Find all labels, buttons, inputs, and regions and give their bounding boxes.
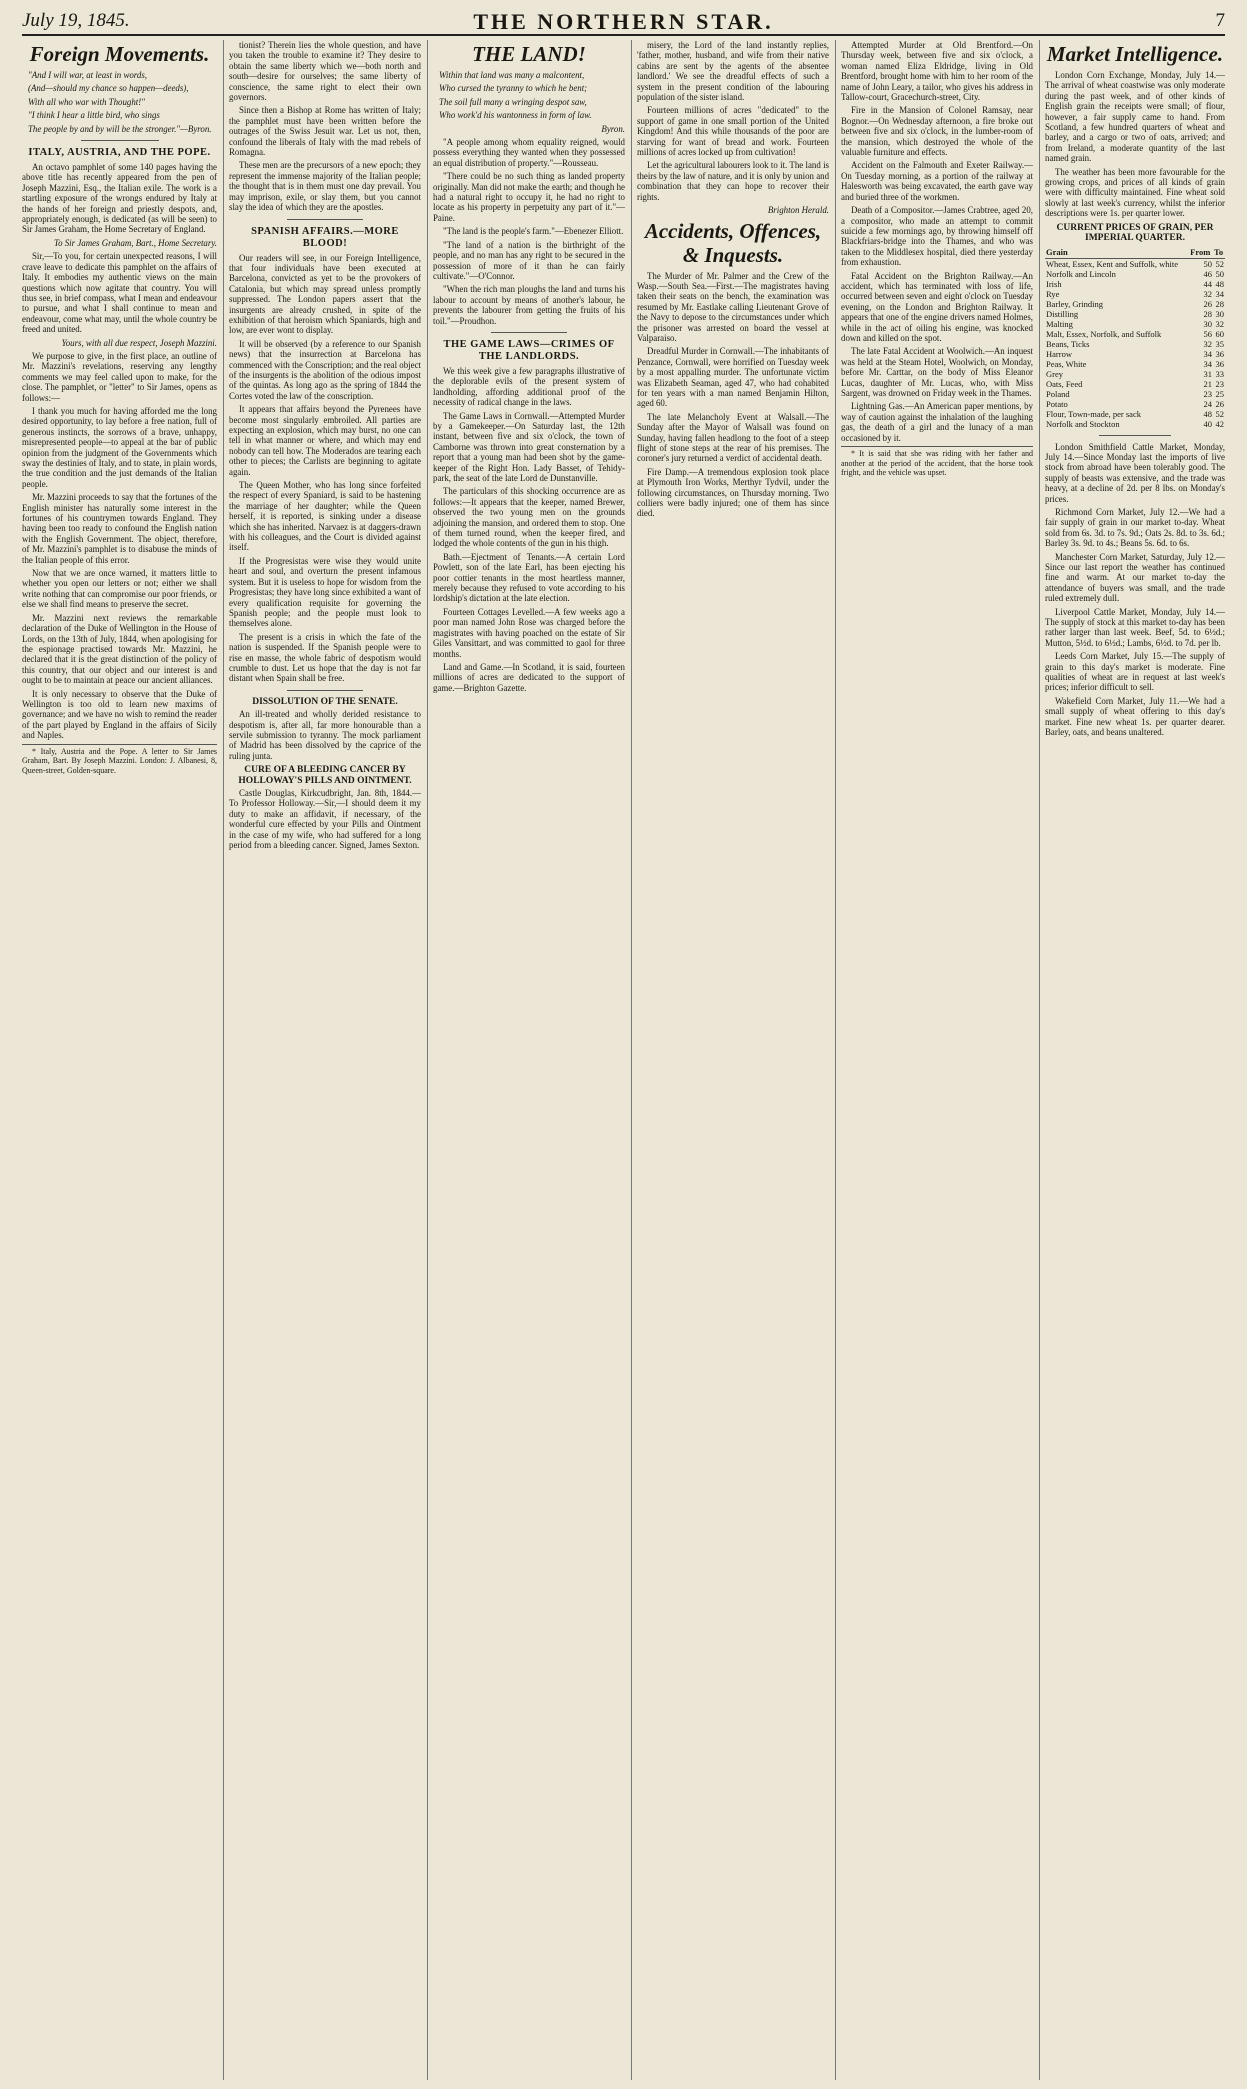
paragraph: Fatal Accident on the Brighton Railway.—An accident, which has terminated with loss of life, occurred between seven and eight o'clock on Tuesday evening, on the London and Brighton Railway. It appears that one of the engine drivers named Holmes, while in the act of oiling his engine, was knocked down and killed on the spot.	[841, 270, 1033, 343]
paragraph: If the Progresistas were wise they would unite heart and soul, and overturn the present infamous system. But it is useless to hope for wisdom from the Progresistas; they have long since exhibited a want of every qualification requisite for governing the Spanish people; and the people must look to themselves alone.	[229, 555, 421, 629]
paragraph: Accident on the Falmouth and Exeter Railway.—On Tuesday morning, as a portion of the railway at Halesworth was being excavated, the earth gave way and buried three of the workmen.	[841, 160, 1033, 202]
paragraph: Fire in the Mansion of Colonel Ramsay, near Bognor.—On Wednesday afternoon, a fire broke out between five and six o'clock, in the lumber-room of the mansion, which destroyed the whole of the valuable furniture and effects.	[841, 105, 1033, 158]
section-heading: Accidents, Offences, & Inquests.	[644, 218, 822, 267]
paragraph: Sir,—To you, for certain unexpected reasons, I will crave leave to dedicate this pamphlet on the affairs of Italy. It embodies my authentic views on the main questions which now agitate that country. You will thus see, in brief compass, what I mean and endeavour to pursue, and what I shall continue to mean and endeavour, come what may, until the whole country be freed and united.	[22, 251, 217, 335]
paragraph: Dreadful Murder in Cornwall.—The inhabitants of Penzance, Cornwall, were horrified on Tuesday week by a most appalling murder. The unfortunate victim was Elizabeth Seaman, aged 47, who had cohabited for ten years with a man named Benjamin Hilton, aged 60.	[637, 346, 829, 409]
quotation: "A people among whom equality reigned, would possess everything they wanted when they possessed an equal distribution of property."—Rousseau.	[433, 137, 625, 168]
paragraph: Fourteen Cottages Levelled.—A few weeks ago a poor man named John Rose was charged before the magistrates with having poached on the estate of Sir Giles Vansittart, and was committed to gaol for three months.	[433, 606, 625, 659]
column-foreign-movements	[22, 40, 217, 2080]
paragraph: Mr. Mazzini proceeds to say that the fortunes of the English minister has naturally some interest in the fortunes of his countrymen towards England. They having been too ready to confound the English nation with the English Government. The object, therefore, of Mr. Mazzini's pamphlet is to disabuse the minds of the Italian people of this error.	[22, 492, 217, 565]
table-row	[1045, 309, 1225, 319]
column-market-intelligence	[1045, 40, 1225, 2080]
table-row	[1045, 419, 1225, 429]
table-header: To	[1214, 246, 1224, 257]
epigraph-line: "And I will war, at least in words,	[28, 70, 148, 80]
masthead: THE NORTHERN STAR.	[473, 9, 774, 34]
price-value: 30	[1203, 318, 1212, 329]
page-number: 7	[1215, 10, 1225, 31]
paragraph: Richmond Corn Market, July 12.—We had a fair supply of grain in our market to-day. Wheat sold from 6s. 3d. to 7s. 9d.; Oats 2s. 8d. to 3s. 6d.; Barley 3s. 9d. to 4s.; Beans 5s. 6d. to 6s.	[1045, 506, 1225, 549]
price-value: 26	[1215, 398, 1224, 409]
quotation: "The land of a nation is the birthright of the people, and no man has any right to be secured in the possession of more of it than he can fairly cultivate."—O'Connor.	[433, 239, 625, 281]
divider	[1099, 435, 1171, 436]
table-row	[1045, 299, 1225, 309]
price-value: 36	[1215, 358, 1224, 369]
section-heading: Market Intelligence.	[1046, 42, 1224, 66]
price-value: 56	[1203, 328, 1212, 339]
column-accidents	[637, 40, 829, 2080]
table-row	[1045, 409, 1225, 419]
price-value: 32	[1215, 318, 1224, 329]
paragraph: The particulars of this shocking occurrence are as follows:—It appears that the keeper, named Brewer, observed the two young men on the grounds adjoining the mansion, and ordered them to stop. One of them turned round, when the keeper fired, and lodged the whole contents of the gun in his thigh.	[433, 486, 625, 549]
paragraph: Castle Douglas, Kirkcudbright, Jan. 8th, 1844.—To Professor Holloway.—Sir,—I should deem it my duty to make an affidavit, if necessary, of the wonderful cure effected by your Pills and Ointment in the case of my wife, who had suffered for a long period from a bleeding cancer. Signed, James Sexton.	[229, 788, 421, 851]
paragraph: Manchester Corn Market, Saturday, July 12.—Since our last report the weather has continued fine and warm. At our market to-day the attendance of buyers was small, and the trade ruled extremely dull.	[1045, 551, 1225, 604]
paragraph: Land and Game.—In Scotland, it is said, fourteen millions of acres are dedicated to the support of game.—Brighton Gazette.	[433, 661, 625, 693]
table-row	[1045, 319, 1225, 329]
paragraph: Mr. Mazzini next reviews the remarkable declaration of the Duke of Wellington in the House of Lords, on the 13th of July, 1844, when apologising for the espionage practised towards Mr. Mazzini, he declared that it is the great distinction of the policy of this country, that our object and our interest is and ought to be to maintain at peace our ancient alliances.	[22, 612, 217, 686]
table-row	[1045, 399, 1225, 409]
table-row	[1045, 258, 1225, 269]
price-value: 25	[1215, 388, 1224, 399]
price-value: 32	[1203, 338, 1212, 349]
table-row	[1045, 289, 1225, 299]
table-row	[1045, 359, 1225, 369]
grain-name: Harrow	[1046, 348, 1072, 359]
epigraph-line: "I think I hear a little bird, who sings	[28, 110, 160, 121]
grain-name: Distilling	[1046, 308, 1079, 319]
paragraph: The late Fatal Accident at Woolwich.—An inquest was held at the Steam Hotel, Woolwich, on Monday, before Mr. Carttar, on the body of Miss Eleanor Lucas, daughter of Mr. Lucas, who, with Miss Sargent, was drowned on Friday week in the Thames.	[841, 346, 1033, 398]
epigraph-line: (And—should my chance so happen—deeds),	[28, 83, 189, 94]
section-heading: THE LAND!	[472, 42, 586, 66]
paragraph: Fourteen millions of acres "dedicated" to the support of game in one small portion of the United Kingdom! And this while thousands of the poor are starving for want of bread and work. Fourteen millions of acres locked up from cultivation!	[637, 105, 829, 158]
article-title: SPANISH AFFAIRS.—MORE BLOOD!	[251, 225, 399, 249]
epigraph-line: The people by and by will be the stronger."—Byron.	[28, 123, 212, 134]
paragraph: tionist? Therein lies the whole question, and have you taken the trouble to examine it? They desire to obtain the same liberty which we—both north and south—desire for ourselves; the same liberty of conscience, the same right to elect their own governors.	[229, 40, 421, 103]
table-row	[1045, 279, 1225, 289]
paragraph: Now that we are once warned, it matters little to whether you open our letters or not; either we shall write nothing that can compromise our poor friends, or else we shall find means to preserve the secret.	[22, 568, 217, 610]
article-title: ITALY, AUSTRIA, AND THE POPE.	[28, 147, 211, 159]
paragraph: We this week give a few paragraphs illustrative of the deplorable evils of the present system of landholding, affording additional proof of the necessity of radical change in the laws.	[433, 365, 625, 408]
paragraph: Fire Damp.—A tremendous explosion took place at Plymouth Iron Works, Merthyr Tydvil, under the following circumstances, on Thursday morning. Two colliers were badly injured; one of them has since died.	[637, 466, 829, 519]
table-row	[1045, 339, 1225, 349]
paragraph: London Smithfield Cattle Market, Monday, July 14.—Since Monday last the imports of live stock from abroad have been tolerably good. The supply of beasts was extensive, and the trade was heavy, at a decline of 2d. per 8 lbs. on Monday's prices.	[1045, 441, 1225, 504]
table-row	[1045, 349, 1225, 359]
price-value: 31	[1203, 368, 1212, 379]
divider	[491, 332, 568, 333]
price-value: 40	[1203, 418, 1212, 429]
paragraph: Lightning Gas.—An American paper mentions, by way of caution against the inhalation of the laughing gas, the death of a girl and the lunacy of a man occasioned by it.	[841, 401, 1033, 443]
table-row	[1045, 329, 1225, 339]
price-value: 52	[1215, 258, 1224, 269]
grain-name: Wheat, Essex, Kent and Suffolk, white	[1046, 258, 1179, 269]
price-value: 23	[1203, 388, 1212, 399]
grain-name: Beans, Ticks	[1046, 338, 1090, 349]
grain-name: Norfolk and Lincoln	[1046, 268, 1116, 279]
price-value: 28	[1215, 298, 1224, 309]
table-header: From	[1189, 246, 1213, 259]
paragraph: The Game Laws in Cornwall.—Attempted Murder by a Gamekeeper.—On Saturday last, the 12th instant, between five and six o'clock, the town of Camborne was thrown into great consternation by a report that a young man had been shot by the game-keeper of the Right Hon. Lady Basset, of Tehidy-park, the seat of the late Lord de Dunstanville.	[433, 410, 625, 483]
epigraph-line: With all who war with Thought!"	[28, 96, 145, 107]
price-value: 48	[1215, 278, 1224, 289]
paragraph: It will be observed (by a reference to our Spanish news) that the insurrection at Barcelona has commenced with the Conscription; and the real object of the insurgents is the abolition of the odious impost of the quintas. As long ago as the spring of 1844 the Cortes voted the law of the conscription.	[229, 338, 421, 401]
address-line: To Sir James Graham, Bart., Home Secretary.	[53, 237, 217, 248]
paragraph: Since then a Bishop at Rome has written of Italy; the pamphlet must have been written before the outrages of the Swiss Jesuit war. Let us not, then, confound the liberals of Italy with the mad rebels of Romagna.	[229, 105, 421, 158]
paragraph: An ill-treated and wholly derided resistance to despotism is, after all, far more honourable than a servile submission to tyranny. The mock parliament of Madrid has been dissolved by the caprice of the ruling junta.	[229, 709, 421, 761]
paragraph: The weather has been more favourable for the growing crops, and prices of all kinds of grain were with difficulty maintained. Fine wheat sold slowly at last week's currency, whilst the inferior descriptions were 1s. per quarter lower.	[1045, 166, 1225, 219]
table-row	[1045, 379, 1225, 389]
epigraph-line: Who work'd his wantonness in form of law.	[439, 110, 592, 121]
footnote: * Italy, Austria and the Pope. A letter to Sir James Graham, Bart. By Joseph Mazzini. London: J. Albanesi, 8, Queen-street, Golden-square.	[22, 744, 217, 776]
price-value: 34	[1203, 348, 1212, 359]
price-value: 28	[1203, 308, 1212, 319]
paragraph: It appears that affairs beyond the Pyrenees have become most singularly embroiled. All parties are expecting an explosion, which may burst, no one can tell in what manner or where, and which may end nobody can tell how. The Moderados are tearing each other to pieces; the Carlists are beginning to agitate again.	[229, 404, 421, 477]
signature: Brighton Herald.	[767, 205, 829, 216]
column-rule	[835, 40, 836, 2080]
epigraph-line: Who cursed the tyranny to which he bent;	[439, 83, 588, 94]
paragraph: Death of a Compositor.—James Crabtree, aged 20, a compositor, who made an attempt to commit suicide a few mornings ago, by throwing himself off Blackfriars-bridge into the Thames, and who was taken to the Middlesex hospital, died there yesterday from exhaustion.	[841, 205, 1033, 268]
issue-date: July 19, 1845.	[22, 10, 130, 31]
column-rule	[427, 40, 428, 2080]
quotation: "There could be no such thing as landed property originally. Man did not make the earth; and though he had a natural right to occupy it, he had no right to locate as his property in perpetuity any part of it."—Paine.	[433, 171, 625, 223]
grain-name: Barley, Grinding	[1046, 298, 1104, 309]
price-value: 60	[1215, 328, 1224, 339]
article-title: DISSOLUTION OF THE SENATE.	[252, 696, 398, 707]
paragraph: London Corn Exchange, Monday, July 14.—The arrival of wheat coastwise was only moderate during the past week, and of other kinds of English grain the receipts were small; of flour, however, a fair supply came to hand. From Scotland, a few hundred quarters of wheat and barley, and a cargo or two of oats, arrived; and from Ireland, a moderate quantity of the last named grain.	[1045, 70, 1225, 164]
paragraph: Attempted Murder at Old Brentford.—On Thursday week, between five and six o'clock, a woman named Eliza Eldridge, living in Old Brentford, brought home with him to her room of the name of John Leary, a tailor, who gives his address in Tallow-court, Gracechurch-street, City.	[841, 40, 1033, 103]
paragraph: Bath.—Ejectment of Tenants.—A certain Lord Powlett, son of the late Earl, has been ejecting his poor cottier tenants in the most heartless manner, merely because they refused to vote according to his lordship's dictation at the late election.	[433, 551, 625, 604]
paragraph: An octavo pamphlet of some 140 pages having the above title has recently appeared from the pen of Joseph Mazzini, Esq., the Italian exile. The work is a startling exposure of the wrongs endured by Italy at the hands of her foreign and priestly despots, and, appropriately enough, is dedicated (as will be seen) to Sir James Graham, the Home Secretary of England.	[22, 162, 217, 235]
price-value: 50	[1203, 258, 1212, 269]
quotation: "When the rich man ploughs the land and turns his labour to account by means of another's labour, he prevents the labourer from getting the fruits of his toil."—Proudhon.	[433, 284, 625, 326]
paragraph: I thank you much for having afforded me the long desired opportunity, to lay before a free nation, full of generous instincts, the sorrows of a brave, unhappy, misrepresented people—to appeal at the bar of public opinion from the judgment of the Governments which sway the destinies of Italy, and to state, in plain words, the true condition and the just demands of the Italian people.	[22, 405, 217, 489]
grain-name: Peas, White	[1046, 358, 1087, 369]
price-value: 33	[1215, 368, 1224, 379]
column-accidents-continued	[841, 40, 1033, 2080]
grain-name: Irish	[1046, 278, 1062, 289]
price-value: 35	[1215, 338, 1224, 349]
grain-name: Malting	[1046, 318, 1073, 329]
grain-name: Rye	[1046, 288, 1060, 299]
column-rule	[223, 40, 224, 2080]
divider	[81, 140, 159, 141]
price-value: 34	[1203, 358, 1212, 369]
signature: Yours, with all due respect, Joseph Mazzini.	[61, 337, 217, 348]
column-foreign-continued	[229, 40, 421, 2080]
paragraph: misery, the Lord of the land instantly replies, 'father, mother, husband, and wife from their native cabins are sent by the agents of the absentee landlord.' We see the dreadful effects of such a system in the present condition of the labouring population of the sister island.	[637, 40, 829, 103]
price-value: 21	[1203, 378, 1212, 389]
price-value: 50	[1215, 268, 1224, 279]
epigraph-attribution: Byron.	[601, 123, 625, 134]
grain-name: Flour, Town-made, per sack	[1046, 408, 1141, 419]
paragraph: It is only necessary to observe that the Duke of Wellington is too old to learn new maxims of governance; and we have no wish to remind the reader of the part played by England in the affairs of Sicily and Naples.	[22, 688, 217, 741]
grain-name: Poland	[1046, 388, 1070, 399]
divider	[287, 219, 364, 220]
paragraph: Our readers will see, in our Foreign Intelligence, that four individuals have been executed at Barcelona, convicted as yet to be the provokers of Catalonia, but which may spread unless promptly suppressed. The London papers assert that the insurgents are already crushed, in spite of the exhibition of that heroism which Spaniards, high and low, are ever wont to display.	[229, 252, 421, 336]
article-title: CURE OF A BLEEDING CANCER BY HOLLOWAY'S PILLS AND OINTMENT.	[238, 765, 412, 786]
table-header: Grain	[1045, 246, 1189, 259]
footnote: * It is said that she was riding with her father and another at the period of the accident, that the horse took fright, and the vehicle was upset.	[841, 446, 1033, 478]
paragraph: These men are the precursors of a new epoch; they represent the immense majority of the Italian people; the thought that is in them must one day prevail. You may imprison, exile, or slay them, but you cannot slay the idea of which they are the apostles.	[229, 160, 421, 213]
price-value: 26	[1203, 298, 1212, 309]
paragraph: The present is a crisis in which the fate of the nation is suspended. If the Spanish people were to rise en masse, the whole fabric of despotism would crumble to dust. Let us hope that the day is not far distant when Spain shall be free.	[229, 631, 421, 684]
price-value: 32	[1203, 288, 1212, 299]
paragraph: Liverpool Cattle Market, Monday, July 14.—The supply of stock at this market to-day has been rather larger than last week. Beef, 5d. to 6½d.; Mutton, 5½d. to 6½d.; Lambs, 6½d. to 7d. per lb.	[1045, 606, 1225, 648]
epigraph-line: Within that land was many a malcontent,	[439, 70, 585, 80]
grain-name: Malt, Essex, Norfolk, and Suffolk	[1046, 328, 1162, 339]
price-value: 42	[1215, 418, 1224, 429]
price-value: 48	[1203, 408, 1212, 419]
grain-price-table	[1045, 246, 1225, 429]
article-title: THE GAME LAWS—CRIMES OF THE LANDLORDS.	[443, 338, 615, 362]
grain-name: Norfolk and Stockton	[1046, 418, 1120, 429]
section-heading: Foreign Movements.	[29, 42, 210, 66]
paragraph: Let the agricultural labourers look to it. The land is theirs by the law of nature, and it is only by union and combination that they can hope to recover their rights.	[637, 160, 829, 202]
table-row	[1045, 269, 1225, 279]
column-rule	[1039, 40, 1040, 2080]
table-row	[1045, 369, 1225, 379]
column-the-land	[433, 40, 625, 2080]
table-row	[1045, 389, 1225, 399]
page-header	[22, 6, 1225, 36]
divider	[287, 690, 364, 691]
grain-name: Oats, Feed	[1046, 378, 1083, 389]
paragraph: The Queen Mother, who has long since forfeited the respect of every Spaniard, is said to be hastening the marriage of her daughter; while the Queen herself, it is reported, is sinking under a disease which she has inherited. Narvaez is at daggers-drawn with his colleagues, and the Court is divided against itself.	[229, 480, 421, 553]
price-value: 52	[1215, 408, 1224, 419]
price-value: 23	[1215, 378, 1224, 389]
paragraph: Wakefield Corn Market, July 11.—We had a small supply of wheat offering to this day's market. Fine new wheat 1s. per quarter dearer. Barley, oats, and beans unaltered.	[1045, 695, 1225, 738]
price-value: 44	[1203, 278, 1212, 289]
table-title: CURRENT PRICES OF GRAIN, PER IMPERIAL QUARTER.	[1056, 222, 1214, 244]
price-value: 24	[1203, 398, 1212, 409]
paragraph: Leeds Corn Market, July 15.—The supply of grain to this day's market is moderate. Fine qualities of wheat are in request at last week's prices; inferior difficult to sell.	[1045, 651, 1225, 693]
price-value: 46	[1203, 268, 1212, 279]
column-rule	[631, 40, 632, 2080]
grain-name: Potato	[1046, 398, 1068, 409]
grain-name: Grey	[1046, 368, 1063, 379]
price-value: 34	[1215, 288, 1224, 299]
epigraph-line: The soil full many a wringing despot saw,	[439, 96, 587, 107]
paragraph: The Murder of Mr. Palmer and the Crew of the Wasp.—South Sea.—First.—The magistrates having taken their seats on the bench, the examination was resumed by Mr. Eastlake calling Lieutenant Grove of the Navy to depose to the circumstances under which the prisoner was arrested on board the vessel at Valparaiso.	[637, 270, 829, 343]
price-value: 30	[1215, 308, 1224, 319]
quotation: "The land is the people's farm."—Ebenezer Elliott.	[443, 226, 624, 237]
paragraph: We purpose to give, in the first place, an outline of Mr. Mazzini's revelations, reserving any lengthy comments we may feel called upon to make, for the close. The pamphlet, or "letter" to Sir James, opens as follows:—	[22, 350, 217, 403]
paragraph: The late Melancholy Event at Walsall.—The Sunday after the Mayor of Walsall was found on Sunday, having fallen headlong to the foot of a steep flight of stone steps at the rear of his premises. The coroner's jury returned a verdict of accidental death.	[637, 411, 829, 464]
price-value: 36	[1215, 348, 1224, 359]
